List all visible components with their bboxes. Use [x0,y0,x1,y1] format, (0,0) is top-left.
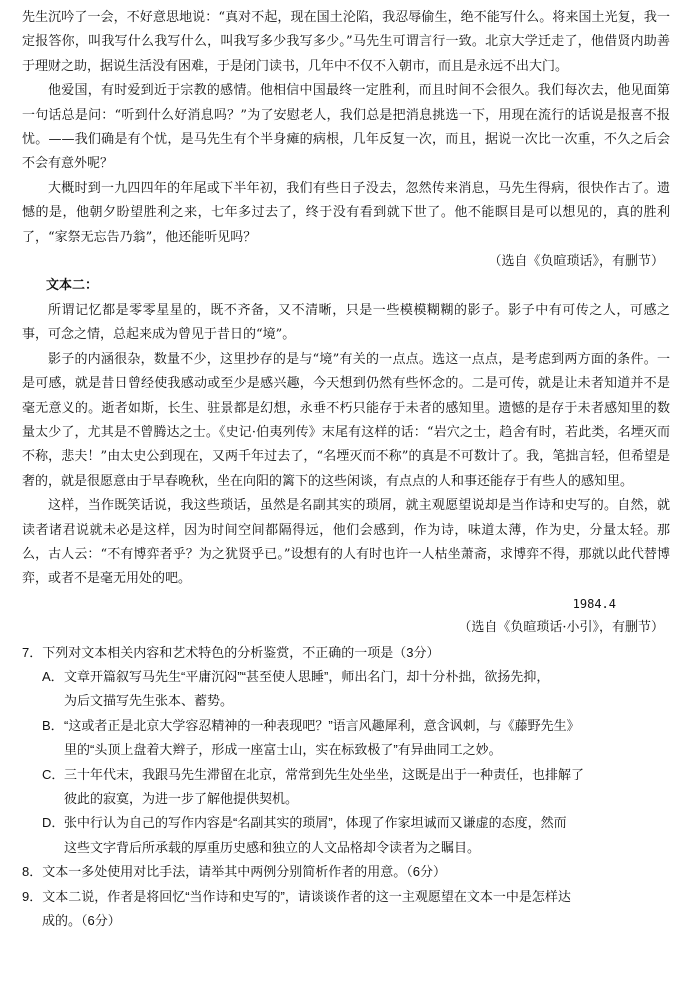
text2-paragraph-3: 这样，当作既笑话说，我这些琐话，虽然是名副其实的琐屑，就主观愿望说却是当作诗和史写的。自然，就读者诸君说就未必是这样，因为时间空间都隔得远，他们会感到，作为诗，味道太薄，作为史，分量太轻。那么，古人云：“不有博弈者乎？为之犹贤乎已。”设想有的人有时也许一人枯坐萧斋，求博弈不得，那就以此代替博弈，或者不是毫无用处的吧。 [22,498,670,587]
text1-paragraph-1: 先生沉吟了一会，不好意思地说：“真对不起，现在国土沦陷，我忍辱偷生，绝不能写什么。将来国土光复，我一定报答你，叫我写什么我写什么，叫我写多少我写多少。”马先生可谓言行一致。北京大学迁走了，他借贤内助善于理财之助，据说生活没有困难，于是闭门读书，几年中不仅不入朝市，而且是永远不出大门。 [22,10,670,74]
text1-paragraph-2: 他爱国，有时爱到近于宗教的感情。他相信中国最终一定胜利，而且时间不会很久。我们每次去，他见面第一句话总是问：“听到什么好消息吗？”为了安慰老人，我们总是把消息挑选一下，用现在流行的话说是报喜不报忧。——我们确是有个忧，是马先生有个半身瘫的病根，几年反复一次，而且，据说一次比一次重，不久之后会不会有意外呢？ [22,83,670,172]
question-9 [22,885,670,934]
option-text: 三十年代末，我跟马先生滞留在北京，常常到先生处坐坐，这既是出于一种责任，也排解了 [64,766,585,782]
question-9-line-1: 9．文本二说，作者是将回忆“当作诗和史写的”，请谈谈作者的这一主观愿望在文本一中是怎样达 [22,888,571,904]
question-7-option-b[interactable] [22,714,670,738]
question-7-option-c-cont: 彼此的寂寞，为进一步了解他提供契机。 [64,791,299,806]
option-letter: C． [42,766,65,782]
option-letter: D． [42,815,65,831]
option-letter: A． [42,668,64,684]
question-7-option-a-cont: 为后文描写先生张本、蓄势。 [64,693,234,709]
option-text: “这或者正是北京大学容忍精神的一种表现吧？”语言风趣犀利，意含讽刺，与《藤野先生》 [64,717,580,733]
text2-paragraph-2: 影子的内涵很杂，数量不少，这里抄存的是与“境”有关的一点点。选这一点点，是考虑到两方面的条件。一是可感，就是昔日曾经使我感动或至少是感兴趣，今天想到仍然有些怀念的。二是可传，就是让未者知道并不是毫无意义的。逝者如斯，长生、驻景都是幻想，永垂不朽只能存于未者的感知里。遗憾的是存于未者感知里的数量太少了，尤其是不曾腾达之士。《史记·伯夷列传》末尾有这样的话：“岩穴之士，趋舍有时，若此类，名堙灭而不称，悲夫！”由太史公到现在，又两千年过去了，“名堙灭而不称”的真是不可数计了。我，笔拙言轻，但希望是奢的，就是很愿意由于早春晚秋，坐在向阳的篱下的这些闲谈，有点点的人和事还能存于有些人的感知里。 [22,351,670,489]
text1-paragraph-3: 大概时到一九四四年的年尾或下半年初，我们有些日子没去，忽然传来消息，马先生得病，很快作古了。遗憾的是，他朝夕盼望胜利之来，七年多过去了，终于没有看到就下世了。他不能瞑目是可以想见的，真的胜利了，“家祭无忘告乃翁”，他还能听见吗？ [22,180,670,245]
question-7-option-d[interactable] [22,811,670,835]
question-7-option-b-cont: 里的“头顶上盘着大辫子，形成一座富士山，实在标致极了”有异曲同工之妙。 [64,742,502,758]
question-7-option-d-cont: 这些文字背后所承载的厚重历史感和独立的人文品格却令读者为之瞩目。 [64,839,481,855]
text2-source: （选自《负暄琐话·小引》，有删节） [458,620,664,636]
question-7-stem: 7．下列对文本相关内容和艺术特色的分析鉴赏，不正确的一项是（3分） [22,644,440,660]
question-8: 8．文本一多处使用对比手法，请举其中两例分别简析作者的用意。（6分） [22,864,446,880]
option-text: 文章开篇叙写马先生“平庸沉闷”“甚至使人思睡”，师出名门，却十分朴拙，欲扬先抑， [64,668,550,684]
option-letter: B． [42,717,64,733]
option-text: 张中行认为自己的写作内容是“名副其实的琐屑”，体现了作家坦诚而又谦虚的态度，然而 [64,815,567,831]
text2-paragraph-1: 所谓记忆都是零零星星的，既不齐备，又不清晰，只是一些模模糊糊的影子。影子中有可传之人，可感之事，可念之情，总起来成为曾见于昔日的“境”。 [22,302,670,343]
question-7-option-a[interactable] [22,665,670,689]
text2-heading: 文本二： [46,278,99,294]
question-7-option-c[interactable] [22,763,670,787]
question-7 [22,641,670,861]
question-9-line-2: 成的。（6分） [42,913,121,929]
text2-date: 1984.4 [572,596,616,611]
text1-source: （选自《负暄琐话》，有删节） [488,254,664,270]
